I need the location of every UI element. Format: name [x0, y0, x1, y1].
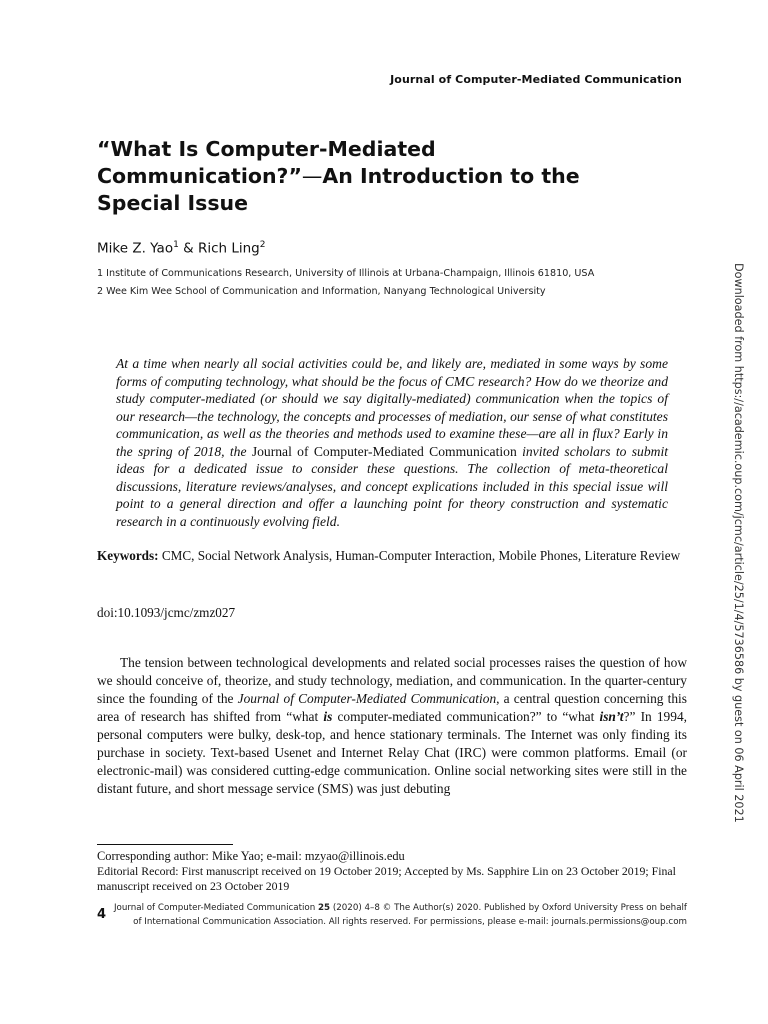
volume-number: 25: [318, 903, 331, 913]
title-rest: An Introduction to the Special Issue: [97, 164, 580, 215]
editorial-record: Editorial Record: First manuscript received on 19 October 2019; Accepted by Ms. Sapphire Lin on 23 October 2019; Final manuscript received on 23 October 2019: [97, 864, 676, 894]
author-separator: &: [178, 240, 198, 257]
author-name: Mike Z. Yao: [97, 240, 174, 257]
affiliation: 2 Wee Kim Wee School of Communication and Information, Nanyang Technological University: [97, 286, 546, 297]
publication-text: (2020) 4–8 © The Author(s) 2020. Published by Oxford University Press on behalf of International Communication Association. All rights reserved. For permissions, please e-mail: journals.permissions@oup.com: [133, 903, 687, 927]
body-text: computer-mediated communication?” to “what: [332, 709, 600, 724]
footnote-divider: [97, 844, 233, 845]
body-text: , a central question concerning this area of research has shifted from “what: [97, 691, 687, 724]
abstract-text: At a time when nearly all social activities could be, and likely are, mediated in some ways by some forms of computing technology, what should be the focus of CMC research? How do we theorize and study computer-mediated (or should we say digitally-mediated) communication when the topics of our research—the technology, the concepts and processes of mediation, our sense of what constitutes communication, as well as the theories and methods used to examine these—are all in flux? Early in the spring of 2018, the: [116, 356, 668, 459]
author-line: [97, 240, 266, 257]
author-name: Rich Ling: [197, 240, 260, 257]
publication-info: [107, 902, 687, 929]
abstract-text: invited scholars to submit ideas for a dedicated issue to consider these questions. The collection of meta-theoretical discussions, literature reviews/analyses, and concept explications included in this special issue will point to a general direction and offer a launching point for theory construction and systematic research in a continuously evolving field.: [116, 443, 668, 529]
keywords-text: CMC, Social Network Analysis, Human-Computer Interaction, Mobile Phones, Literature Review: [158, 548, 681, 563]
emphasis-is: is: [323, 709, 333, 724]
body-text: ?” In 1994, personal computers were bulky, desk-top, and hence stationary terminals. The Internet was only finding its purchase in society. Text-based Usenet and Internet Relay Chat (IRC) were common platforms. Email (or electronic-mail) was considered cutting-edge communication. Online social networking sites were still in the distant future, and short message service (SMS) was just debuting: [97, 709, 687, 796]
keywords: [97, 547, 687, 565]
corresponding-author: Corresponding author: Mike Yao; e-mail: mzyao@illinois.edu: [97, 849, 405, 863]
abstract: [116, 355, 668, 530]
body-paragraph: [97, 654, 687, 798]
title-main: “What Is Computer-Mediated Communication?”: [97, 137, 436, 188]
emphasis-isnt: isn’t: [599, 709, 624, 724]
body-text: The tension between technological developments and related social processes raises the question of how we should conceive of, theorize, and study technology, mediation, and communication. In the quarter-century since the founding of the: [97, 655, 687, 706]
body-journal-name: Journal of Computer-Mediated Communication: [237, 691, 497, 706]
abstract-journal-name: Journal of Computer-Mediated Communication: [251, 443, 517, 459]
title-dash: —: [301, 164, 323, 188]
publication-text: Journal of Computer-Mediated Communication: [113, 903, 318, 913]
keywords-label: Keywords:: [97, 548, 159, 563]
running-head: Journal of Computer-Mediated Communication: [390, 73, 682, 86]
affiliation-marker: 1: [173, 240, 179, 250]
affiliation: 1 Institute of Communications Research, University of Illinois at Urbana-Champaign, Illinois 61810, USA: [97, 268, 595, 279]
footnotes: [97, 849, 687, 895]
page-number: 4: [97, 907, 107, 922]
doi[interactable]: doi:10.1093/jcmc/zmz027: [97, 605, 236, 620]
download-notice: Downloaded from https://academic.oup.com/jcmc/article/25/1/4/5736586 by guest on 06 April 2021: [732, 263, 745, 823]
affiliation-marker: 2: [259, 240, 266, 250]
article-title: [97, 136, 657, 217]
